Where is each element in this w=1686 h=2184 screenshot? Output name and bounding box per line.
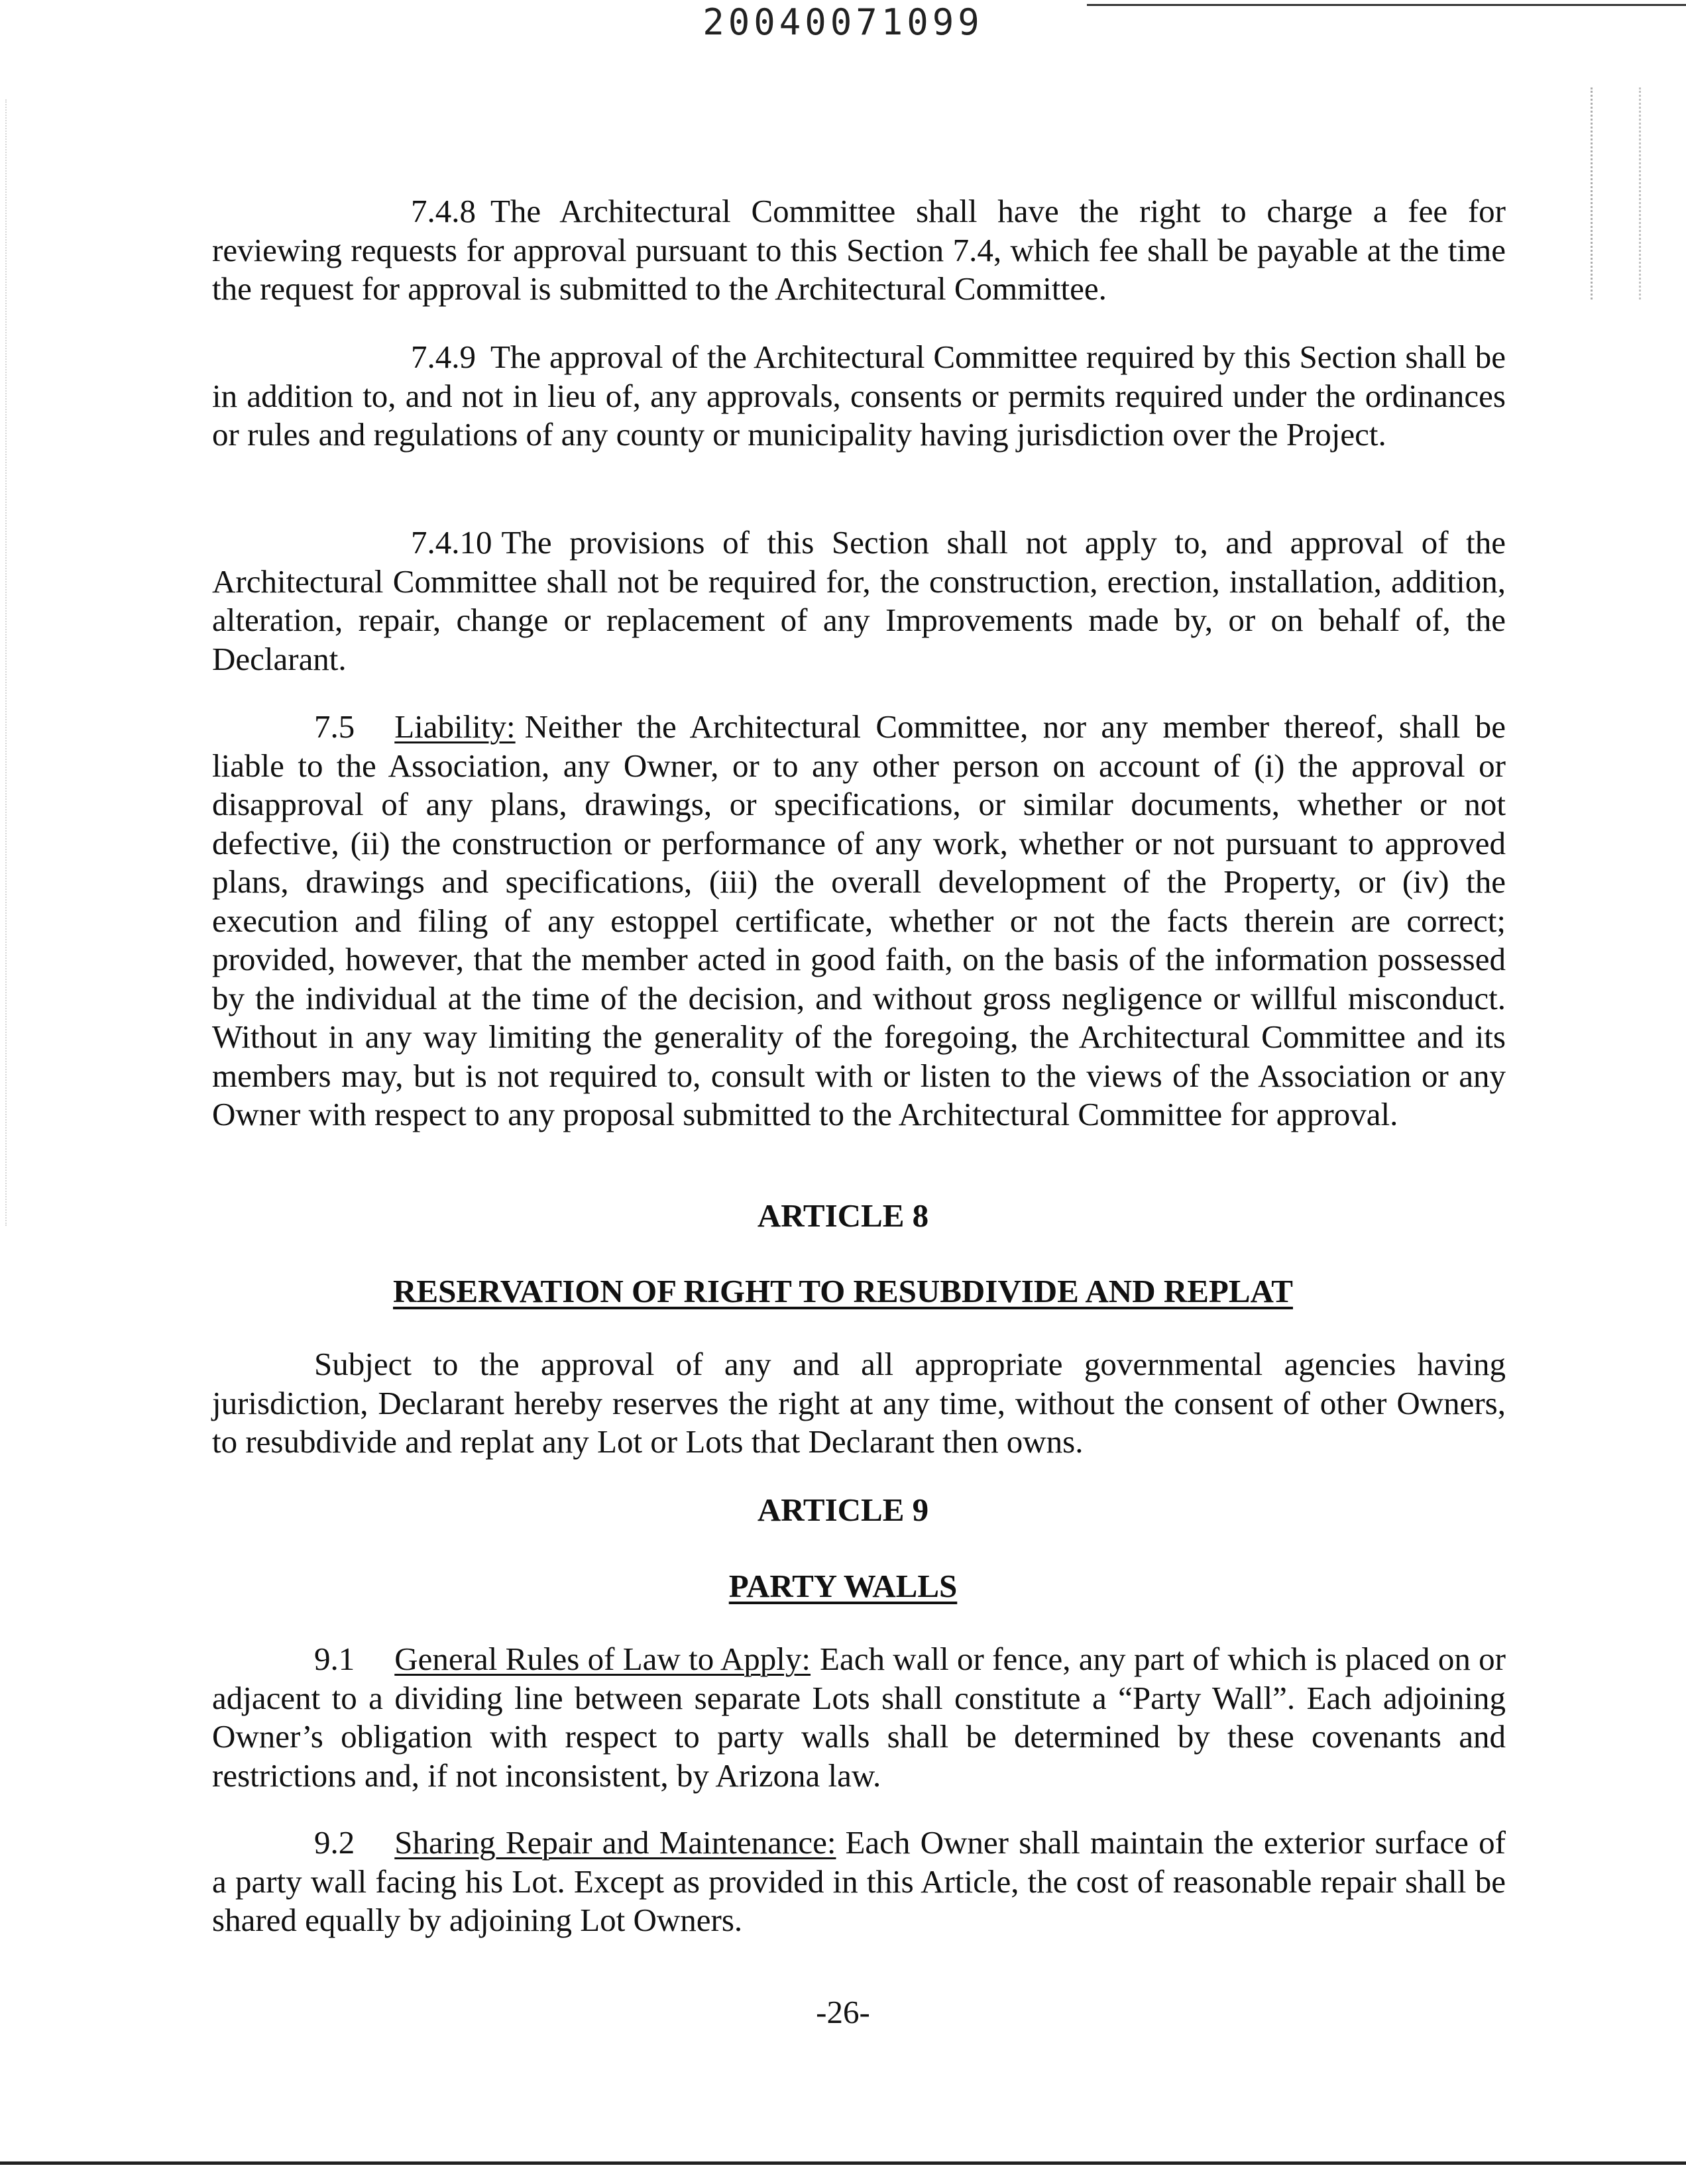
section-number: 7.4.10: [411, 524, 492, 561]
section-title: General Rules of Law to Apply:: [394, 1641, 811, 1677]
section-number: 7.4.8: [411, 193, 476, 229]
article-8-body: Subject to the approval of any and all appropriate governmental agencies having jurisdiction, Declarant hereby reserves the right at any time, without the consent of other Owners, to resubdivide and replat any Lot or Lots that Declarant then owns.: [212, 1346, 1506, 1460]
section-7-4-10: [212, 523, 1506, 679]
section-number: 7.4.9: [411, 339, 476, 375]
section-body: The Architectural Committee shall have the right to charge a fee for reviewing requests for approval pursuant to this Section 7.4, which fee shall be payable at the time the request for approval is submitted to the Architectural Committee.: [212, 193, 1506, 307]
section-body: Each Owner shall maintain the exterior surface of a party wall facing his Lot. Except as provided in this Article, the cost of reasonable repair shall be shared equally by adjoining Lot Owners.: [212, 1824, 1506, 1938]
section-title: Liability:: [394, 708, 516, 745]
document-number: 20040071099: [702, 1, 984, 43]
section-title: Sharing Repair and Maintenance:: [394, 1824, 836, 1861]
article-9-title: PARTY WALLS: [728, 1568, 958, 1604]
section-body: Neither the Architectural Committee, nor any member thereof, shall be liable to the Association, any Owner, or to any other person on account of (i) the approval or disapproval of any plans, drawings, or specifications, or similar documents, whether or not defective, (ii) the construction or performance of any work, whether or not pursuant to approved plans, drawings and specifications, (iii) the overall development of the Property, or (iv) the execution and filing of any estoppel certificate, whether or not the facts therein are correct; provided, however, that the member acted in good faith, on the basis of the information possessed by the individual at the time of the decision, and without gross negligence or willful misconduct. Without in any way limiting the generality of the foregoing, the Architectural Committee and its members may, but is not required to, consult with or listen to the views of the Association or any Owner with respect to any proposal submitted to the Architectural Committee for approval.: [212, 708, 1506, 1132]
section-number: 9.1: [314, 1641, 355, 1677]
section-7-4-8: [212, 192, 1506, 309]
section-number: 9.2: [314, 1824, 355, 1861]
section-9-2: [212, 1824, 1506, 1940]
page-number: -26-: [816, 1994, 870, 2030]
article-9-label: ARTICLE 9: [757, 1492, 929, 1528]
section-body: Each wall or fence, any part of which is placed on or adjacent to a dividing line between separate Lots shall constitute a “Party Wall”. Each adjoining Owner’s obligation with respect to party walls shall be determined by these covenants and restrictions and, if not inconsistent, by Arizona law.: [212, 1641, 1506, 1794]
scan-edge-marks: [5, 99, 13, 1226]
article-8-title: RESERVATION OF RIGHT TO RESUBDIVIDE AND REPLAT: [393, 1273, 1293, 1309]
section-body: The approval of the Architectural Committee required by this Section shall be in addition to, and not in lieu of, any approvals, consents or permits required under the ordinances or rules and regulations of any county or municipality having jurisdiction over the Project.: [212, 339, 1506, 453]
section-number: 7.5: [314, 708, 355, 745]
section-body: The provisions of this Section shall not apply to, and approval of the Architectural Committee shall not be required for, the construction, erection, installation, addition, alteration, repair, change or replacement of any Improvements made by, or on behalf of, the Declarant.: [212, 524, 1506, 677]
bottom-rule: [0, 2161, 1686, 2165]
recording-stamp-marks: [1591, 87, 1641, 300]
article-8-label: ARTICLE 8: [757, 1197, 929, 1234]
section-7-4-9: [212, 338, 1506, 455]
top-rule: [1087, 4, 1686, 6]
section-9-1: [212, 1640, 1506, 1795]
section-7-5: [212, 708, 1506, 1134]
